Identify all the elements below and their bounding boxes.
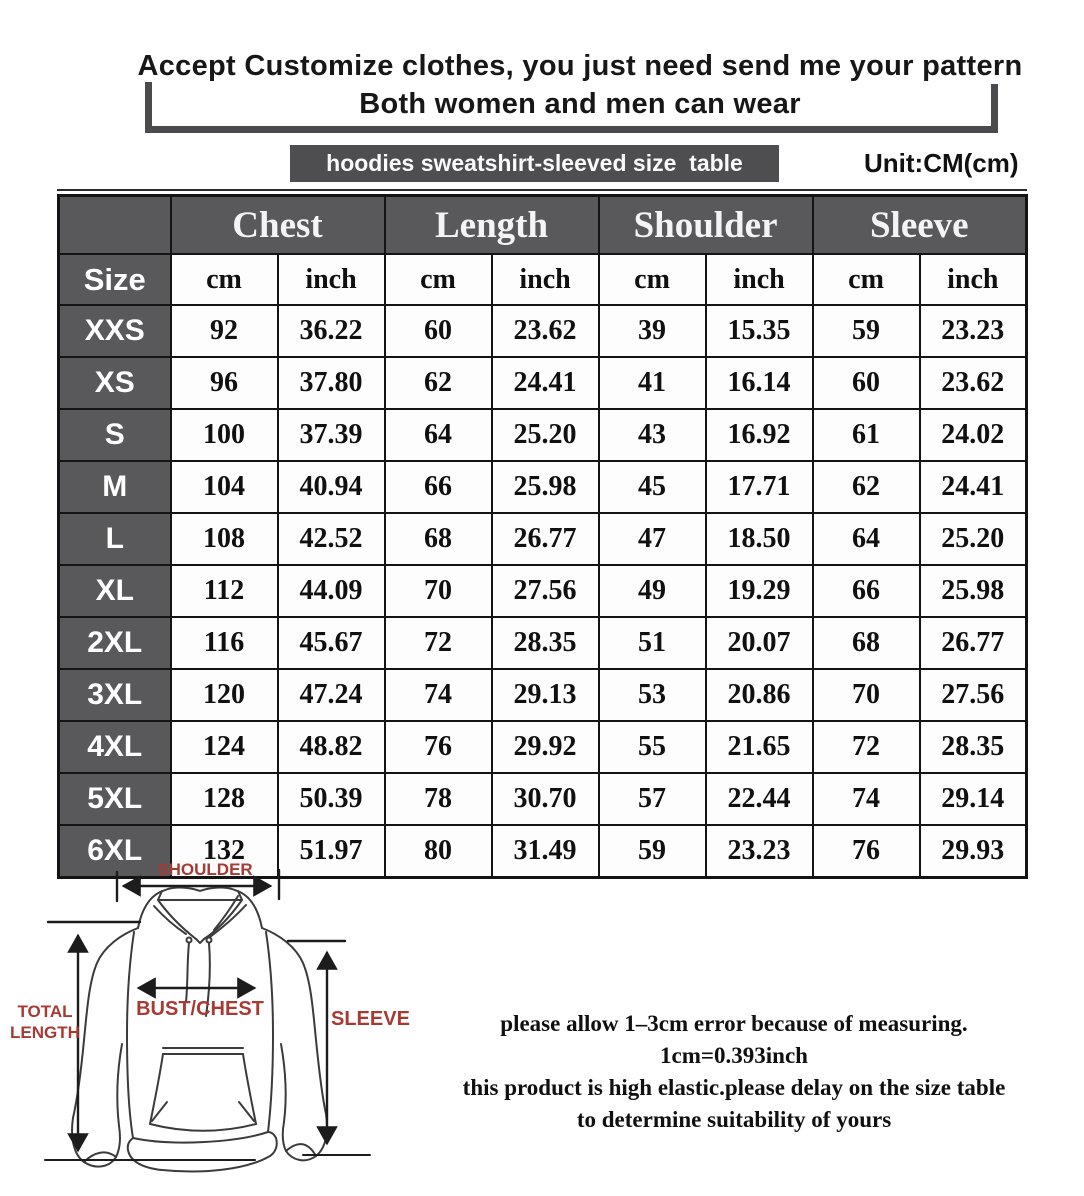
group-header-chest: Chest	[171, 196, 385, 255]
title-bracket-left	[145, 82, 152, 130]
value-cell: 62	[385, 357, 492, 409]
total-length-label	[2, 1001, 88, 1043]
value-cell: 59	[599, 825, 706, 878]
shoulder-label: SHOULDER	[157, 860, 253, 879]
value-cell: 72	[385, 617, 492, 669]
hoodie-outline	[72, 888, 327, 1172]
value-cell: 53	[599, 669, 706, 721]
bust-chest-label: BUST/CHEST	[136, 998, 264, 1020]
value-cell: 27.56	[492, 565, 599, 617]
size-label-l: L	[59, 513, 171, 565]
unit-header-0: cm	[171, 254, 278, 305]
value-cell: 112	[171, 565, 278, 617]
value-cell: 17.71	[706, 461, 813, 513]
value-cell: 24.41	[920, 461, 1027, 513]
value-cell: 47	[599, 513, 706, 565]
table-row-s	[59, 409, 1027, 461]
value-cell: 26.77	[492, 513, 599, 565]
value-cell: 30.70	[492, 773, 599, 825]
value-cell: 29.93	[920, 825, 1027, 878]
table-row-xs	[59, 357, 1027, 409]
value-cell: 55	[599, 721, 706, 773]
value-cell: 25.98	[920, 565, 1027, 617]
value-cell: 47.24	[278, 669, 385, 721]
value-cell: 22.44	[706, 773, 813, 825]
value-cell: 29.92	[492, 721, 599, 773]
value-cell: 68	[813, 617, 920, 669]
group-header-sleeve: Sleeve	[813, 196, 1027, 255]
note-line-3: this product is high elastic.please delay on the size table	[462, 1075, 1006, 1100]
value-cell: 36.22	[278, 305, 385, 357]
value-cell: 48.82	[278, 721, 385, 773]
size-column-header: Size	[59, 254, 171, 305]
value-cell: 128	[171, 773, 278, 825]
note-line-4: to determine suitability of yours	[576, 1107, 892, 1132]
table-row-2xl	[59, 617, 1027, 669]
value-cell: 72	[813, 721, 920, 773]
table-row-5xl	[59, 773, 1027, 825]
value-cell: 124	[171, 721, 278, 773]
size-table-head	[59, 196, 1027, 306]
size-table-body	[59, 305, 1027, 878]
value-cell: 64	[813, 513, 920, 565]
total-length-label-line1: TOTAL	[17, 1002, 73, 1021]
value-cell: 18.50	[706, 513, 813, 565]
unit-header-4: cm	[599, 254, 706, 305]
value-cell: 25.20	[492, 409, 599, 461]
group-header-length: Length	[385, 196, 599, 255]
value-cell: 27.56	[920, 669, 1027, 721]
value-cell: 76	[813, 825, 920, 878]
value-cell: 31.49	[492, 825, 599, 878]
size-label-xl: XL	[59, 565, 171, 617]
value-cell: 70	[813, 669, 920, 721]
unit-header-6: cm	[813, 254, 920, 305]
value-cell: 16.92	[706, 409, 813, 461]
value-cell: 16.14	[706, 357, 813, 409]
value-cell: 28.35	[920, 721, 1027, 773]
value-cell: 29.13	[492, 669, 599, 721]
size-label-m: M	[59, 461, 171, 513]
note-line-1: please allow 1–3cm error because of measuring.	[500, 1011, 968, 1036]
total-length-label-line2: LENGTH	[10, 1023, 80, 1042]
value-cell: 49	[599, 565, 706, 617]
value-cell: 92	[171, 305, 278, 357]
value-cell: 21.65	[706, 721, 813, 773]
table-title-banner: hoodies sweatshirt-sleeved size table	[290, 145, 779, 182]
value-cell: 43	[599, 409, 706, 461]
size-label-xs: XS	[59, 357, 171, 409]
title-bracket-right	[991, 84, 998, 130]
value-cell: 120	[171, 669, 278, 721]
value-cell: 23.62	[920, 357, 1027, 409]
value-cell: 40.94	[278, 461, 385, 513]
value-cell: 100	[171, 409, 278, 461]
value-cell: 51.97	[278, 825, 385, 878]
table-row-l	[59, 513, 1027, 565]
value-cell: 39	[599, 305, 706, 357]
size-label-2xl: 2XL	[59, 617, 171, 669]
size-label-3xl: 3XL	[59, 669, 171, 721]
unit-label: Unit:CM(cm)	[864, 148, 1019, 178]
table-row-xxs	[59, 305, 1027, 357]
value-cell: 59	[813, 305, 920, 357]
value-cell: 42.52	[278, 513, 385, 565]
unit-header-5: inch	[706, 254, 813, 305]
value-cell: 20.07	[706, 617, 813, 669]
unit-header-3: inch	[492, 254, 599, 305]
value-cell: 25.98	[492, 461, 599, 513]
group-header-shoulder: Shoulder	[599, 196, 813, 255]
page-title-line1: Accept Customize clothes, you just need send me your pattern	[137, 50, 1023, 82]
value-cell: 66	[813, 565, 920, 617]
size-label-xxs: XXS	[59, 305, 171, 357]
note-line-2: 1cm=0.393inch	[660, 1043, 808, 1068]
value-cell: 74	[385, 669, 492, 721]
value-cell: 78	[385, 773, 492, 825]
value-cell: 26.77	[920, 617, 1027, 669]
table-row-4xl	[59, 721, 1027, 773]
value-cell: 66	[385, 461, 492, 513]
unit-header-2: cm	[385, 254, 492, 305]
value-cell: 80	[385, 825, 492, 878]
value-cell: 45.67	[278, 617, 385, 669]
value-cell: 37.80	[278, 357, 385, 409]
value-cell: 116	[171, 617, 278, 669]
value-cell: 70	[385, 565, 492, 617]
value-cell: 132	[171, 825, 278, 878]
unit-header-7: inch	[920, 254, 1027, 305]
value-cell: 68	[385, 513, 492, 565]
table-row-3xl	[59, 669, 1027, 721]
value-cell: 23.23	[706, 825, 813, 878]
value-cell: 51	[599, 617, 706, 669]
value-cell: 57	[599, 773, 706, 825]
value-cell: 19.29	[706, 565, 813, 617]
value-cell: 44.09	[278, 565, 385, 617]
value-cell: 15.35	[706, 305, 813, 357]
value-cell: 25.20	[920, 513, 1027, 565]
value-cell: 108	[171, 513, 278, 565]
table-corner-cell	[59, 196, 171, 255]
measuring-notes	[408, 1008, 1060, 1136]
value-cell: 29.14	[920, 773, 1027, 825]
sleeve-label: SLEEVE	[331, 1008, 410, 1030]
value-cell: 41	[599, 357, 706, 409]
table-row-m	[59, 461, 1027, 513]
size-label-5xl: 5XL	[59, 773, 171, 825]
table-top-rule	[57, 189, 1027, 191]
value-cell: 23.23	[920, 305, 1027, 357]
value-cell: 104	[171, 461, 278, 513]
value-cell: 60	[813, 357, 920, 409]
value-cell: 23.62	[492, 305, 599, 357]
value-cell: 50.39	[278, 773, 385, 825]
value-cell: 60	[385, 305, 492, 357]
size-label-6xl: 6XL	[59, 825, 171, 878]
page-title-line2: Both women and men can wear	[359, 88, 801, 120]
title-bracket-bottom	[145, 126, 998, 133]
value-cell: 74	[813, 773, 920, 825]
value-cell: 64	[385, 409, 492, 461]
value-cell: 96	[171, 357, 278, 409]
value-cell: 28.35	[492, 617, 599, 669]
table-row-xl	[59, 565, 1027, 617]
value-cell: 24.41	[492, 357, 599, 409]
value-cell: 20.86	[706, 669, 813, 721]
value-cell: 76	[385, 721, 492, 773]
value-cell: 61	[813, 409, 920, 461]
value-cell: 37.39	[278, 409, 385, 461]
size-label-s: S	[59, 409, 171, 461]
value-cell: 62	[813, 461, 920, 513]
size-label-4xl: 4XL	[59, 721, 171, 773]
size-table	[57, 194, 1028, 879]
value-cell: 24.02	[920, 409, 1027, 461]
value-cell: 45	[599, 461, 706, 513]
unit-header-1: inch	[278, 254, 385, 305]
